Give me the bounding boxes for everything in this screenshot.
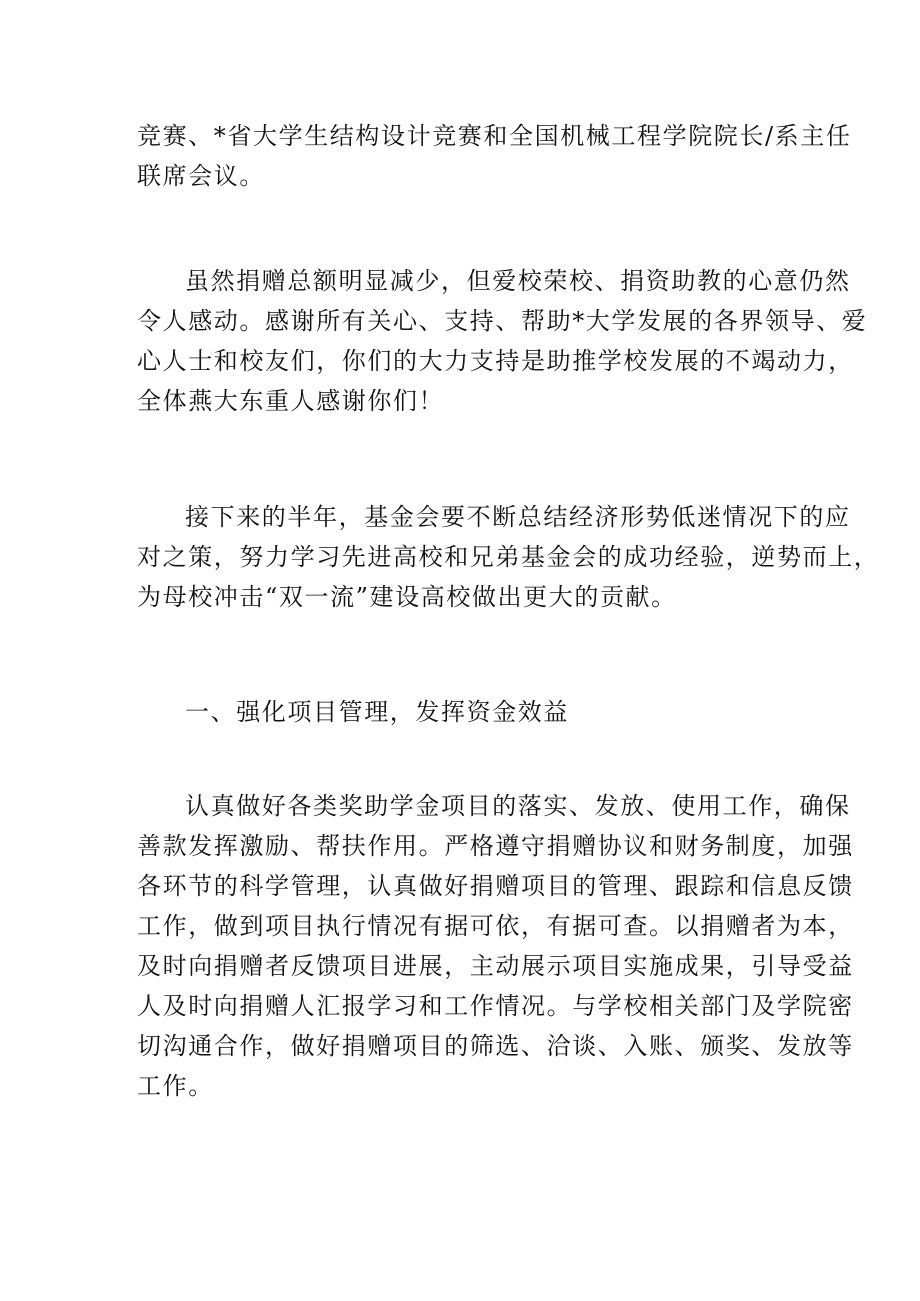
paragraph-line: 认真做好各类奖助学金项目的落实、发放、使用工作，确保 (185, 792, 851, 820)
paragraph-line: 虽然捐赠总额明显减少，但爱校荣校、捐资助教的心意仍然 (185, 267, 851, 295)
section-heading (137, 692, 797, 732)
paragraph-line: 全体燕大东重人感谢你们！ (137, 387, 445, 415)
paragraph-line: 人及时向捐赠人汇报学习和工作情况。与学校相关部门及学院密 (137, 992, 854, 1020)
section-heading-text: 一、强化项目管理，发挥资金效益 (185, 698, 569, 726)
paragraph-continuation (137, 116, 852, 196)
paragraph-next-half-year (137, 497, 880, 617)
paragraph-project-management (137, 786, 854, 1106)
paragraph-line: 对之策，努力学习先进高校和兄弟基金会的成功经验，逆势而上， (137, 543, 880, 571)
paragraph-line: 工作。 (137, 1072, 214, 1100)
paragraph-line: 切沟通合作，做好捐赠项目的筛选、洽谈、入账、颁奖、发放等 (137, 1032, 854, 1060)
paragraph-line: 竞赛、*省大学生结构设计竞赛和全国机械工程学院院长/系主任 (137, 122, 852, 150)
paragraph-line: 心人士和校友们，你们的大力支持是助推学校发展的不竭动力， (137, 347, 854, 375)
paragraph-line: 为母校冲击“双一流”建设高校做出更大的贡献。 (137, 583, 677, 611)
paragraph-donation-thanks (137, 261, 868, 421)
paragraph-line: 接下来的半年，基金会要不断总结经济形势低迷情况下的应 (185, 503, 851, 531)
paragraph-line: 工作，做到项目执行情况有据可依，有据可查。以捐赠者为本， (137, 912, 854, 940)
paragraph-line: 善款发挥激励、帮扶作用。严格遵守捐赠协议和财务制度，加强 (137, 832, 854, 860)
paragraph-line: 令人感动。感谢所有关心、支持、帮助*大学发展的各界领导、爱 (137, 307, 868, 335)
paragraph-line: 各环节的科学管理，认真做好捐赠项目的管理、跟踪和信息反馈 (137, 872, 854, 900)
paragraph-line: 联席会议。 (137, 162, 265, 190)
paragraph-line: 及时向捐赠者反馈项目进展，主动展示项目实施成果，引导受益 (137, 952, 854, 980)
